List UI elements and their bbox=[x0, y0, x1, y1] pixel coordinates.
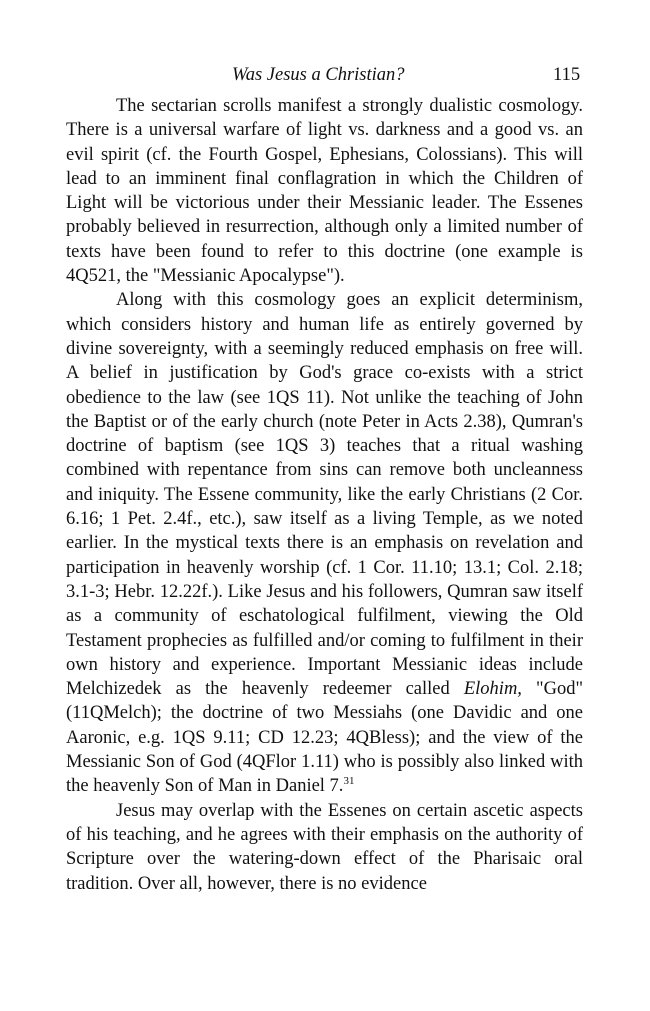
footnote-reference: 31 bbox=[343, 775, 355, 788]
paragraph-cosmology: The sectarian scrolls manifest a strongly dualistic cosmology. There is a universal warfare of light vs. darkness and a good vs. an evil spirit (cf. the Fourth Gospel, Ephesians, Colossians). This will lead to an imminent final conflagration in which the Children of Light will be victorious under their Messianic leader. The Essenes probably believed in resurrection, although only a limited number of texts have been found to refer to this doctrine (one example is 4Q521, the "Messianic Apocalypse"). bbox=[66, 96, 583, 287]
running-title: Was Jesus a Christian? bbox=[232, 65, 405, 85]
paragraph-text: "God" (11QMelch); the doctrine of two Messiahs (one Davidic and one Aaronic, e.g. 1QS 9.11; CD 12.23; 4QBless); and the view of the Messianic Son of God (4QFlor 1.11) who is possibly also linked with the heavenly Son of Man in Daniel 7. bbox=[66, 679, 583, 797]
paragraph-text: Along with this cosmology goes an explicit determinism, which considers history and human life as entirely governed by divine sovereignty, with a seemingly reduced emphasis on free will. A belief in justification by God's grace co-exists with a strict obedience to the law (see 1QS 11). Not unlike the teaching of John the Baptist or of the early church (note Peter in Acts 2.38), Qumran's doctrine of baptism (see 1QS 3) teaches that a ritual washing combined with repentance from sins can remove both uncleanness and iniquity. The Essene community, like the early Christians (2 Cor. 6.16; 1 Pet. 2.4f., etc.), saw itself as a living Temple, as we noted earlier. In the mystical texts there is an emphasis on revelation and participation in heavenly worship (cf. 1 Cor. 11.10; 13.1; Col. 2.18; 3.1-3; Hebr. 12.22f.). Like Jesus and his followers, Qumran saw itself as a community of eschatological fulfilment, viewing the Old Testament prophecies as fulfilled and/or coming to fulfilment in their own history and experience. Important Messianic ideas include Melchizedek as the heavenly redeemer called bbox=[66, 290, 583, 700]
running-head bbox=[0, 62, 650, 88]
paragraph-jesus-essenes: Jesus may overlap with the Essenes on certain ascetic aspects of his teaching, and he agrees with their emphasis on the authority of Scripture over the watering-down effect of the Pharisaic oral tradition. Over all, however, there is no evidence bbox=[66, 800, 583, 894]
italic-term-elohim: Elohim, bbox=[463, 679, 522, 700]
page-number: 115 bbox=[553, 65, 581, 85]
paragraph-determinism bbox=[66, 288, 583, 798]
body-text bbox=[66, 94, 583, 896]
